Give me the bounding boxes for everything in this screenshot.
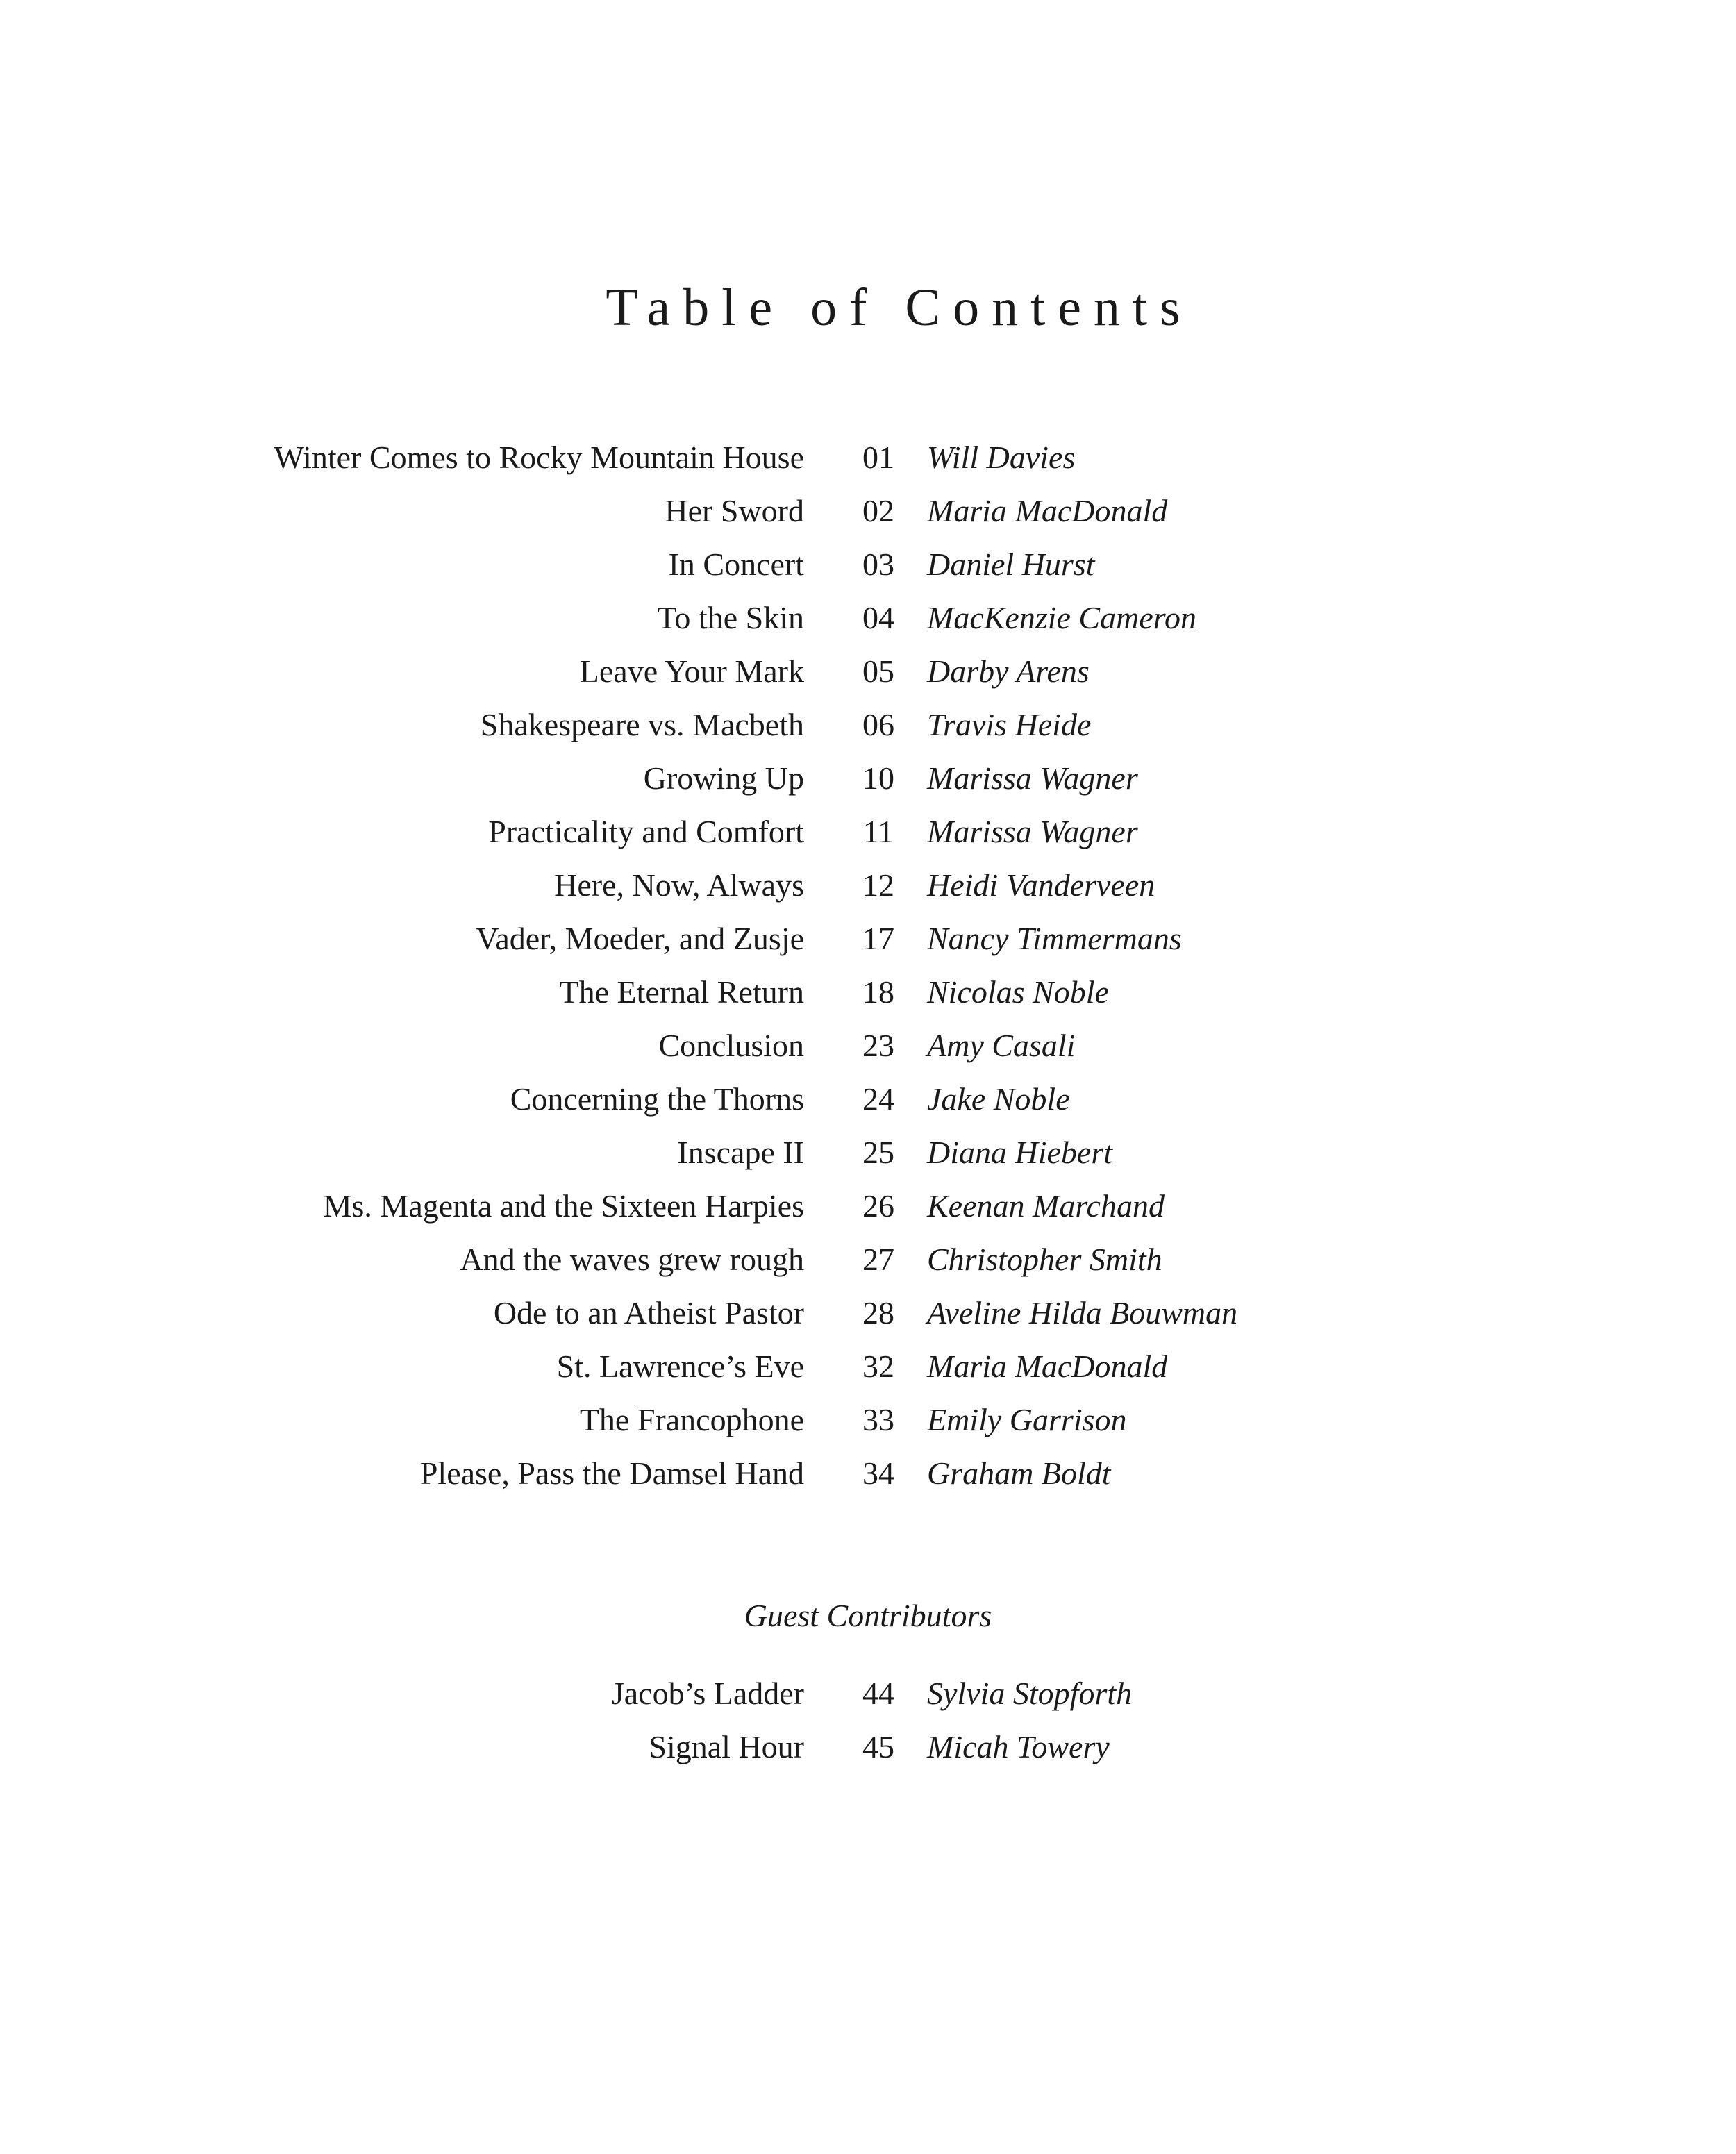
entry-author: Heidi Vanderveen — [927, 867, 1155, 903]
entry-title: And the waves grew rough — [460, 1242, 804, 1277]
entry-page-number: 04 — [862, 600, 894, 635]
entry-page-number: 05 — [862, 653, 894, 689]
entry-author: Emily Garrison — [927, 1402, 1127, 1437]
entry-author: Jake Noble — [927, 1081, 1070, 1117]
entry-page-number: 32 — [862, 1349, 894, 1384]
toc-entry — [0, 431, 1736, 484]
entry-title: Her Sword — [665, 493, 804, 528]
toc-entry — [0, 484, 1736, 537]
entry-page-number: 28 — [862, 1295, 894, 1330]
toc-entry — [0, 1446, 1736, 1500]
entry-page-number: 10 — [862, 760, 894, 796]
entry-title: Inscape II — [677, 1135, 804, 1170]
entry-page-number: 23 — [862, 1028, 894, 1063]
guest-contributors-heading: Guest Contributors — [744, 1598, 992, 1633]
entry-author: MacKenzie Cameron — [927, 600, 1196, 635]
entry-page-number: 24 — [862, 1081, 894, 1117]
entry-author: Darby Arens — [927, 653, 1090, 689]
entry-author: Micah Towery — [927, 1729, 1110, 1764]
entry-page-number: 06 — [862, 707, 894, 742]
entry-page-number: 01 — [862, 440, 894, 475]
toc-entry — [0, 644, 1736, 698]
entry-page-number: 27 — [862, 1242, 894, 1277]
entry-title: Winter Comes to Rocky Mountain House — [274, 440, 804, 475]
toc-entry — [0, 912, 1736, 965]
entry-title: Please, Pass the Damsel Hand — [419, 1455, 804, 1491]
entry-author: Maria MacDonald — [927, 493, 1168, 528]
toc-entry — [0, 1019, 1736, 1072]
entry-author: Graham Boldt — [927, 1455, 1111, 1491]
entry-title: Practicality and Comfort — [488, 814, 804, 849]
toc-entry — [0, 805, 1736, 858]
entry-page-number: 26 — [862, 1188, 894, 1224]
toc-entry — [0, 1720, 1736, 1773]
toc-entry — [0, 1286, 1736, 1339]
entry-page-number: 34 — [862, 1455, 894, 1491]
entry-author: Christopher Smith — [927, 1242, 1162, 1277]
entry-title: The Francophone — [579, 1402, 804, 1437]
entry-title: Growing Up — [643, 760, 804, 796]
toc-entry — [0, 537, 1736, 591]
entry-author: Travis Heide — [927, 707, 1092, 742]
toc-entry — [0, 1233, 1736, 1286]
entry-title: The Eternal Return — [559, 974, 804, 1010]
entry-page-number: 18 — [862, 974, 894, 1010]
toc-entry — [0, 1126, 1736, 1179]
entry-page-number: 44 — [862, 1676, 894, 1711]
entry-title: Ode to an Atheist Pastor — [493, 1295, 804, 1330]
entry-author: Marissa Wagner — [927, 814, 1138, 849]
entry-page-number: 11 — [862, 814, 894, 849]
toc-entry — [0, 1072, 1736, 1126]
toc-entry — [0, 1393, 1736, 1446]
entry-title: Ms. Magenta and the Sixteen Harpies — [323, 1188, 804, 1224]
toc-entry — [0, 1179, 1736, 1233]
toc-entry — [0, 965, 1736, 1019]
entry-page-number: 25 — [862, 1135, 894, 1170]
entry-author: Marissa Wagner — [927, 760, 1138, 796]
entry-title: St. Lawrence’s Eve — [556, 1349, 804, 1384]
entry-author: Amy Casali — [927, 1028, 1076, 1063]
entry-title: Shakespeare vs. Macbeth — [480, 707, 804, 742]
entry-title: Jacob’s Ladder — [611, 1676, 804, 1711]
entry-title: In Concert — [668, 546, 804, 582]
entry-title: Concerning the Thorns — [510, 1081, 804, 1117]
toc-entry — [0, 1667, 1736, 1720]
entry-author: Nancy Timmermans — [927, 921, 1182, 956]
entry-title: Signal Hour — [649, 1729, 804, 1764]
toc-list — [0, 431, 1736, 1500]
entry-author: Diana Hiebert — [927, 1135, 1113, 1170]
entry-author: Maria MacDonald — [927, 1349, 1168, 1384]
entry-title: Here, Now, Always — [554, 867, 804, 903]
entry-author: Keenan Marchand — [927, 1188, 1165, 1224]
toc-entry — [0, 751, 1736, 805]
entry-author: Daniel Hurst — [927, 546, 1095, 582]
toc-entry — [0, 698, 1736, 751]
toc-entry — [0, 858, 1736, 912]
toc-entry — [0, 1339, 1736, 1393]
entry-page-number: 03 — [862, 546, 894, 582]
entry-page-number: 17 — [862, 921, 894, 956]
entry-title: Conclusion — [658, 1028, 804, 1063]
guest-toc-list — [0, 1667, 1736, 1773]
entry-author: Nicolas Noble — [927, 974, 1109, 1010]
entry-page-number: 12 — [862, 867, 894, 903]
entry-title: Vader, Moeder, and Zusje — [476, 921, 804, 956]
page-title: Table of Contents — [606, 278, 1193, 337]
entry-title: Leave Your Mark — [579, 653, 804, 689]
entry-author: Aveline Hilda Bouwman — [927, 1295, 1238, 1330]
entry-author: Will Davies — [927, 440, 1076, 475]
toc-entry — [0, 591, 1736, 644]
entry-page-number: 45 — [862, 1729, 894, 1764]
entry-page-number: 33 — [862, 1402, 894, 1437]
entry-author: Sylvia Stopforth — [927, 1676, 1133, 1711]
entry-page-number: 02 — [862, 493, 894, 528]
entry-title: To the Skin — [657, 600, 804, 635]
